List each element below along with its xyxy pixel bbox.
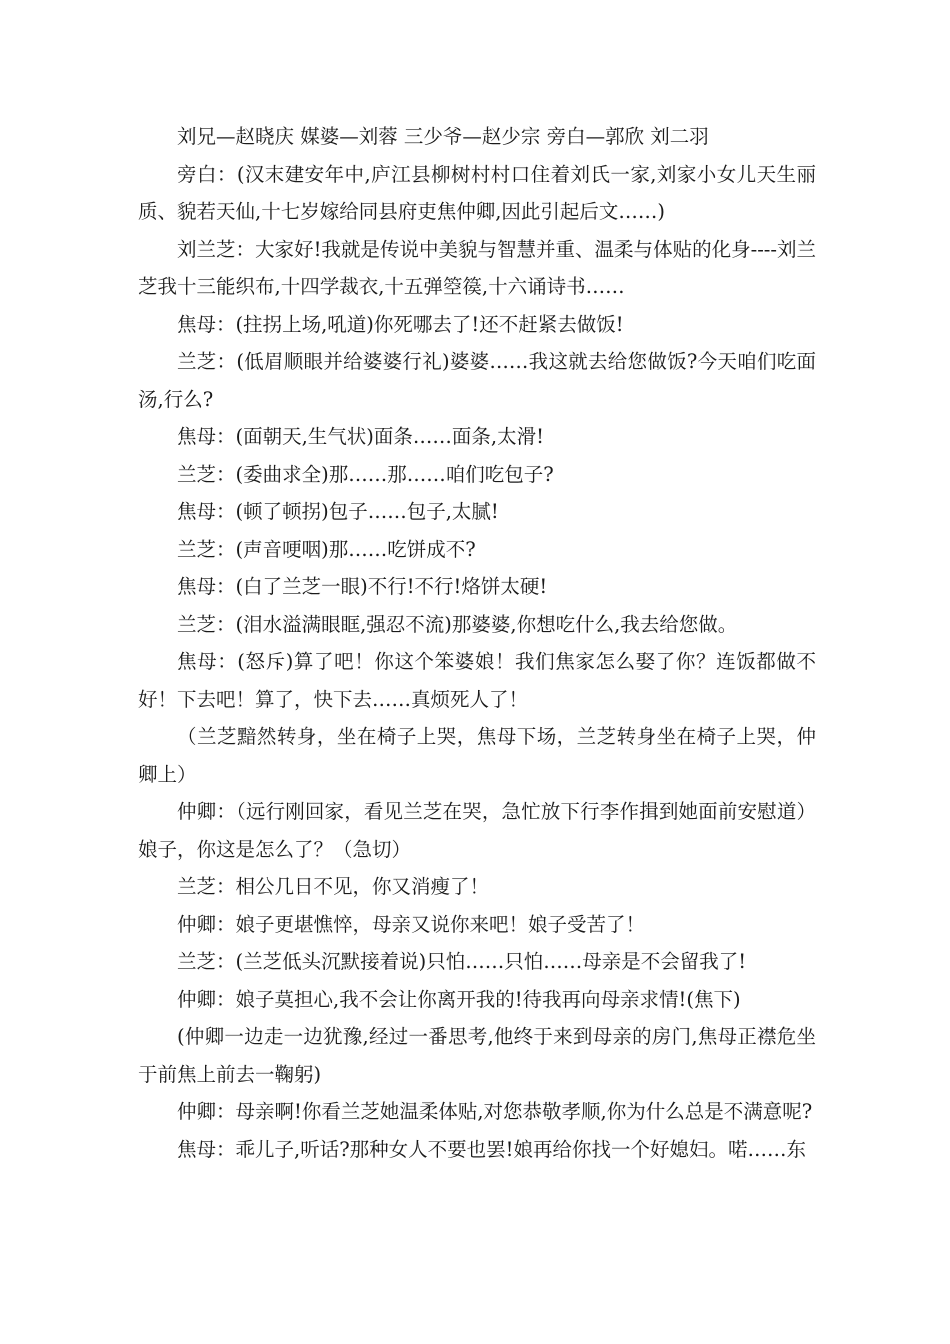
dialogue-paragraph: 焦母：(面朝天,生气状)面条……面条,太滑! (177, 425, 544, 448)
stage-direction-paragraph: （兰芝黯然转身，坐在椅子上哭，焦母下场，兰芝转身坐在椅子上哭，仲卿上） (138, 725, 816, 786)
dialogue-paragraph: 仲卿：母亲啊!你看兰芝她温柔体贴,对您恭敬孝顺,你为什么总是不满意呢? (177, 1100, 813, 1123)
dialogue-paragraph: 刘兰芝：大家好!我就是传说中美貌与智慧并重、温柔与体贴的化身----刘兰芝我十三能织布,十四学裁衣,十五弹箜篌,十六诵诗书…… (138, 237, 816, 298)
stage-direction-paragraph: (仲卿一边走一边犹豫,经过一番思考,他终于来到母亲的房门,焦母正襟危坐于前焦上前去一鞠躬) (138, 1025, 816, 1086)
dialogue-paragraph: 焦母：(拄拐上场,吼道)你死哪去了!还不赶紧去做饭! (177, 312, 624, 336)
dialogue-paragraph: 仲卿：（远行刚回家，看见兰芝在哭，急忙放下行李作揖到她面前安慰道）娘子，你这是怎么了？（急切） (138, 800, 816, 861)
dialogue-paragraph: 焦母：(顿了顿拐)包子……包子,太腻! (177, 500, 499, 523)
dialogue-paragraph: 焦母：(白了兰芝一眼)不行!不行!烙饼太硬! (177, 575, 548, 598)
dialogue-paragraph: 兰芝：(声音哽咽)那……吃饼成不? (177, 537, 476, 561)
dialogue-paragraph: 焦母：乖儿子,听话?那种女人不要也罢!娘再给你找一个好媳妇。喏……东 (177, 1137, 806, 1161)
dialogue-paragraph: 兰芝：相公几日不见，你又消瘦了！ (177, 875, 490, 898)
dialogue-paragraph: 兰芝：(泪水溢满眼眶,强忍不流)那婆婆,你想吃什么,我去给您做。 (177, 612, 738, 636)
cast-list-line: 刘兄—赵晓庆 媒婆—刘蓉 三少爷—赵少宗 旁白—郭欣 刘二羽 (177, 125, 709, 148)
script-text-body (138, 118, 816, 1168)
dialogue-paragraph: 兰芝：(兰芝低头沉默接着说)只怕……只怕……母亲是不会留我了! (177, 950, 747, 973)
dialogue-paragraph: 兰芝：(低眉顺眼并给婆婆行礼)婆婆……我这就去给您做饭?今天咱们吃面汤,行么? (138, 350, 816, 411)
dialogue-paragraph: 焦母：(怒斥)算了吧！你这个笨婆娘！我们焦家怎么娶了你？连饭都做不好！下去吧！算了，快下去……真烦死人了！ (138, 650, 816, 711)
dialogue-paragraph: 仲卿：娘子更堪憔悴，母亲又说你来吧！娘子受苦了！ (177, 912, 646, 936)
dialogue-paragraph: 仲卿：娘子莫担心,我不会让你离开我的!待我再向母亲求情!(焦下) (177, 987, 741, 1011)
dialogue-paragraph: 兰芝：(委曲求全)那……那……咱们吃包子? (177, 462, 554, 486)
narration-paragraph: 旁白：(汉末建安年中,庐江县柳树村村口住着刘氏一家,刘家小女儿天生丽质、貌若天仙,十七岁嫁给同县府吏焦仲卿,因此引起后文……) (138, 162, 816, 223)
